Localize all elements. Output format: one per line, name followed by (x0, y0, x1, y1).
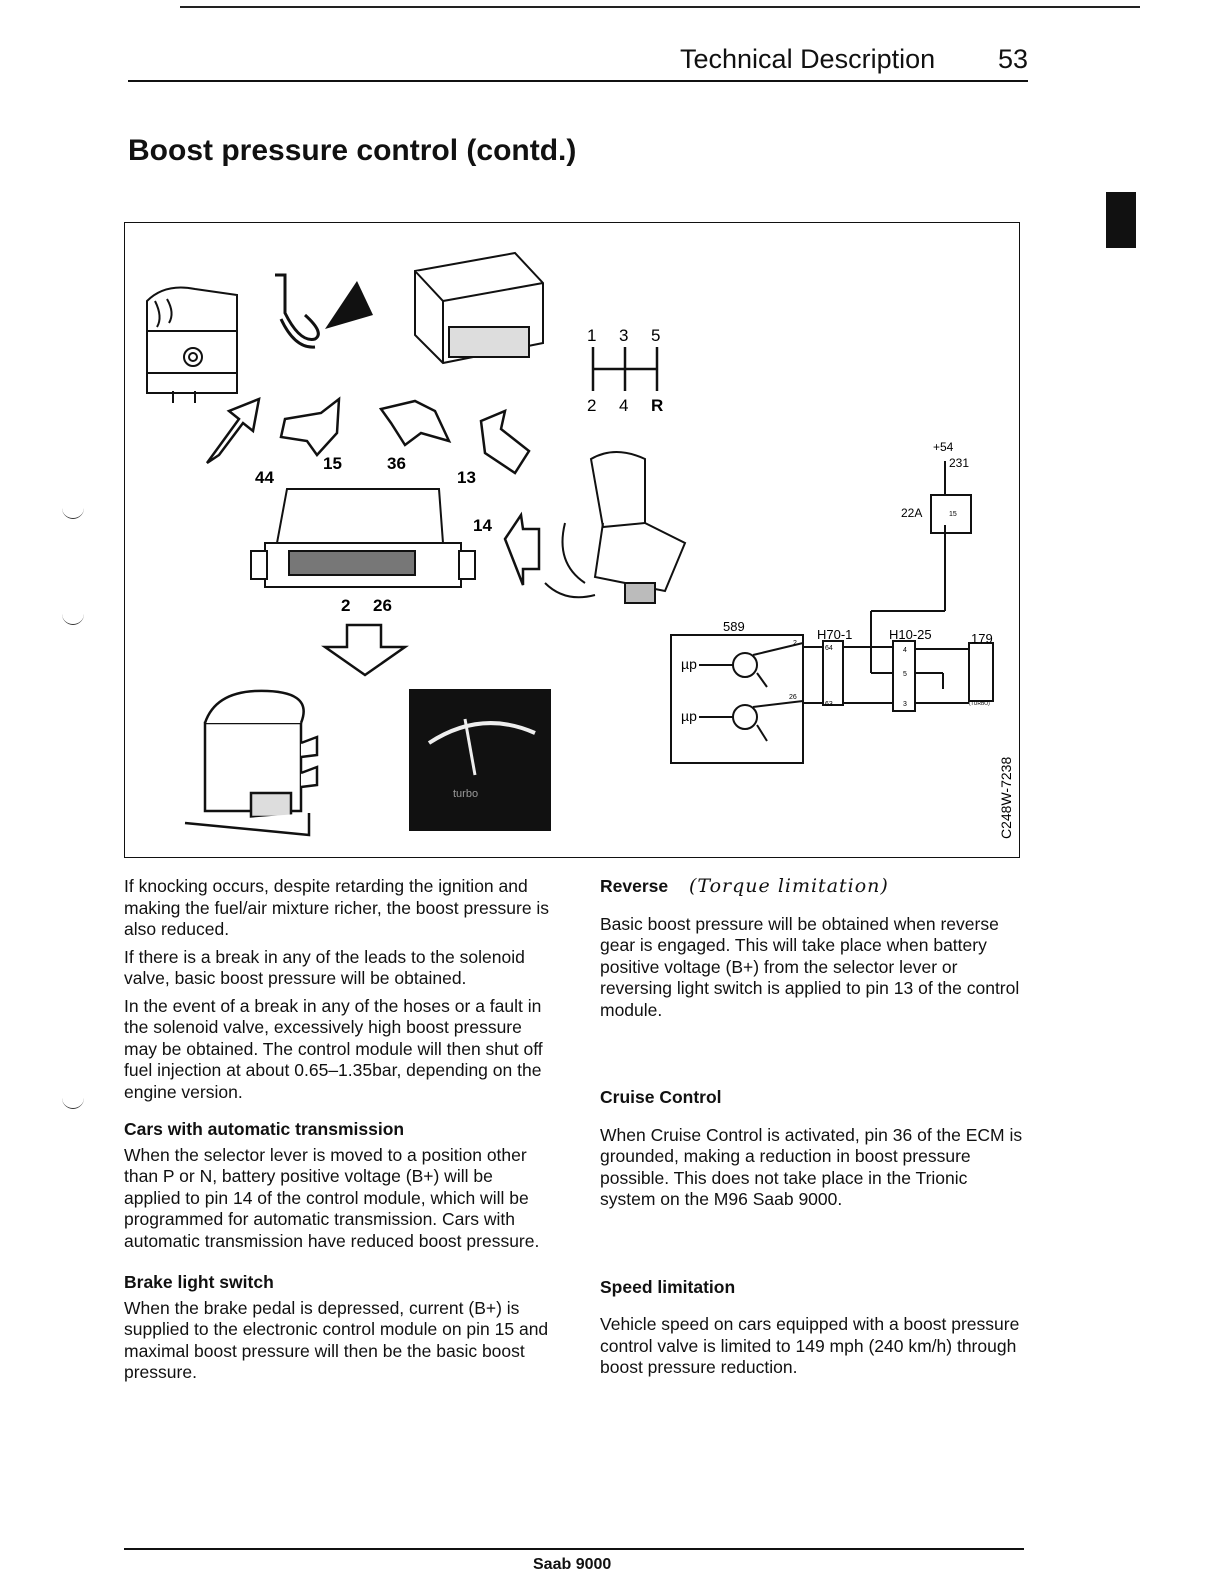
ecu-illustration (251, 489, 475, 587)
margin-mark (62, 1098, 84, 1109)
arrow-44-icon (207, 399, 259, 463)
pin-4-label: 4 (903, 647, 907, 654)
gauge-label: turbo (453, 788, 479, 800)
selector-lever-illustration (545, 452, 685, 603)
right-column (600, 876, 1024, 1385)
heading-speed: Speed limitation (600, 1276, 736, 1297)
paragraph: When the selector lever is moved to a position other than P or N, battery positive voltage (B+) will be applied to pin 14 of the control module, which will be programmed for automatic transmission. Cars with automatic transmission have reduced boost pressure. (124, 1144, 540, 1251)
figure-drawing (125, 223, 1019, 857)
label-14: 14 (473, 516, 492, 535)
pin-label-26: 26 (789, 694, 797, 701)
label-26: 26 (373, 596, 392, 615)
paragraph: Vehicle speed on cars equipped with a boost pressure control valve is limited to 149 mph (240 km/h) through boost pressure reduction. (600, 1314, 1020, 1377)
boost-control-figure (124, 222, 1020, 858)
arrow-36-icon (381, 401, 449, 445)
label-15: 15 (323, 454, 342, 473)
connector-h70-label: H70-1 (817, 627, 853, 642)
page-title: Boost pressure control (contd.) (128, 134, 577, 167)
arrow-15-icon (281, 399, 339, 455)
paragraph: If knocking occurs, despite retarding the ignition and making the fuel/air mixture richer, the boost pressure is also reduced. (124, 876, 550, 939)
label-13: 13 (457, 468, 476, 487)
ecu-589-label: 589 (723, 619, 745, 634)
pin-5-label: 5 (903, 671, 907, 678)
pin-label-2: 2 (793, 640, 797, 647)
gear-label-5: 5 (651, 326, 661, 345)
pin-63-label: 63 (825, 701, 833, 708)
heading-brake-light: Brake light switch (124, 1272, 274, 1292)
paragraph: When the brake pedal is depressed, current (B+) is supplied to the electronic control module on pin 15 and maximal boost pressure will then be the basic boost pressure. (124, 1297, 549, 1382)
connector-h10-label: H10-25 (889, 627, 932, 642)
paragraph: Basic boost pressure will be obtained when reverse gear is engaged. This will take place when battery positive voltage (B+) from the selector lever or reversing light switch is applied to pin 13 of the control module. (600, 913, 1020, 1020)
valve-tag-label: (TURBO) (969, 701, 990, 707)
label-44: 44 (255, 468, 274, 487)
figure-code: C248W-7238 (998, 756, 1014, 839)
left-column (124, 876, 550, 1390)
arrow-13-icon (481, 411, 529, 473)
valve-179-label: 179 (971, 631, 993, 646)
paragraph: In the event of a break in any of the hoses or a fault in the solenoid valve, excessively high boost pressure may be obtained. The control module will then shut off fuel injection at about 0.65–1.35bar, depending on the engine version. (124, 995, 543, 1102)
footer-rule (124, 1548, 1024, 1550)
brake-switch-illustration (147, 288, 237, 404)
arrow-output-icon (325, 625, 405, 675)
fuse-value-label: 15 (949, 511, 957, 518)
supply-54-label: +54 (933, 440, 954, 454)
heading-automatic: Cars with automatic transmission (124, 1119, 405, 1139)
gear-label-2: 2 (587, 396, 597, 415)
throttle-housing-illustration (415, 253, 543, 363)
microprocessor-label-1: µp (681, 656, 697, 672)
gear-label-4: 4 (619, 396, 629, 415)
footer-model: Saab 9000 (533, 1556, 612, 1573)
pedal-illustration (275, 275, 318, 347)
wire-231-label: 231 (949, 456, 970, 470)
label-36: 36 (387, 454, 406, 473)
heading-reverse: Reverse (600, 876, 669, 896)
fuse-22a-label: 22A (901, 506, 923, 520)
gear-label-3: 3 (619, 326, 629, 345)
microprocessor-label-2: µp (681, 708, 697, 724)
section-title: Technical Description (680, 44, 936, 74)
heading-cruise: Cruise Control (600, 1087, 722, 1107)
handwritten-note: (Torque limitation) (689, 875, 889, 897)
label-2: 2 (341, 596, 351, 615)
solenoid-valve-illustration (185, 691, 317, 835)
gear-pattern (593, 347, 657, 391)
paragraph: When Cruise Control is activated, pin 36 of the ECM is grounded, making a reduction in boost pressure possible. This does not take place in the Trionic system on the M96 Saab 9000. (600, 1124, 1023, 1209)
margin-mark (62, 508, 84, 519)
pin-64-label: 64 (825, 645, 833, 652)
pin-3-label: 3 (903, 701, 907, 708)
circuit-diagram (671, 461, 993, 763)
margin-mark (62, 614, 84, 625)
thumb-tab-marker (1106, 192, 1136, 248)
page-number: 53 (998, 44, 1029, 74)
top-rule (180, 6, 1140, 8)
arrow-pedal-icon (325, 281, 373, 329)
gear-label-1: 1 (587, 326, 597, 345)
gear-label-r: R (651, 396, 664, 415)
arrow-14-icon (505, 515, 539, 585)
boost-gauge-icon (409, 689, 551, 831)
paragraph: If there is a break in any of the leads to the solenoid valve, basic boost pressure will be obtained. (124, 946, 525, 988)
header-rule (128, 80, 1028, 82)
